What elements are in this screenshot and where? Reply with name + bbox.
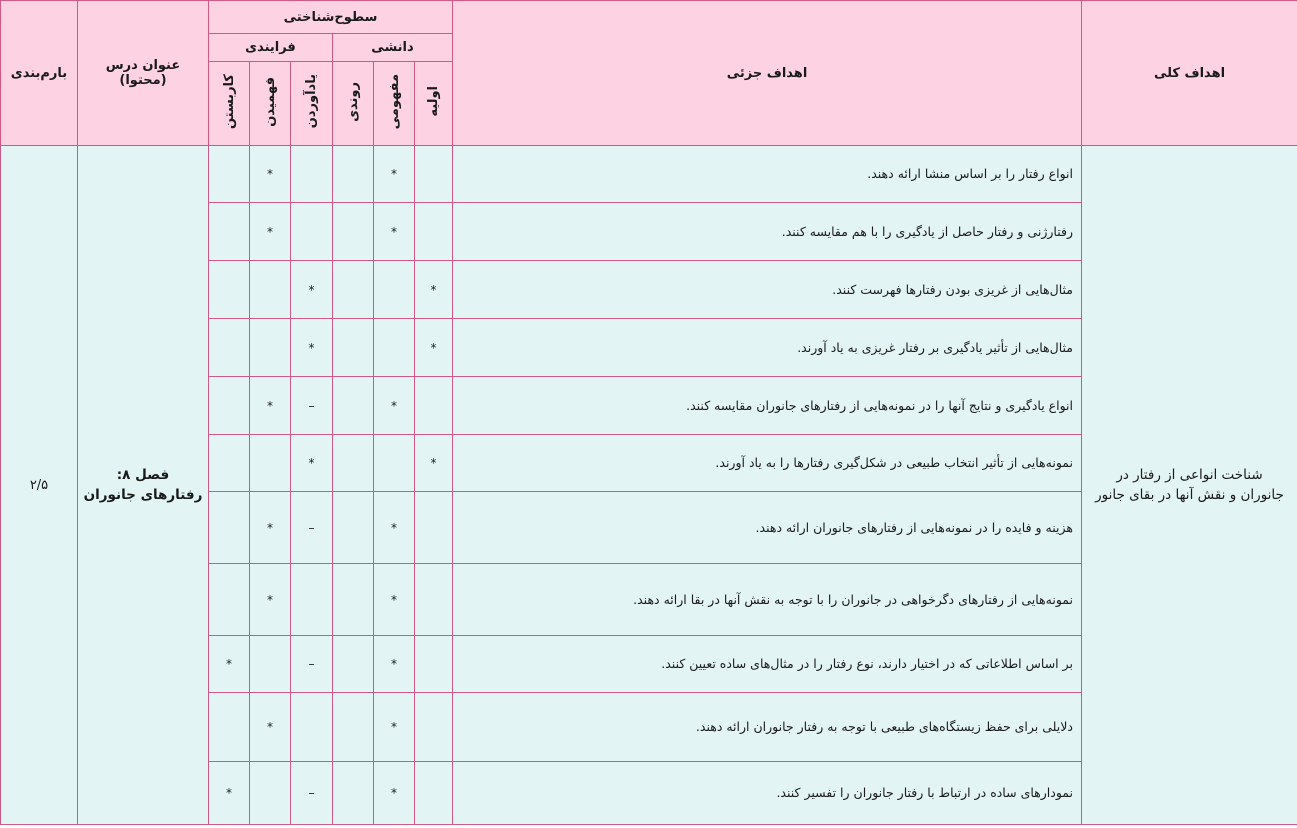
- process-header: فرایندی: [209, 34, 333, 62]
- score-header: بارم‌بندی: [1, 1, 78, 146]
- conceptual-mark-cell: *: [374, 693, 415, 762]
- partial-goal-cell: بر اساس اطلاعاتی که در اختیار دارند، نوع رفتار را در مثال‌های ساده تعیین کنند.: [453, 636, 1082, 693]
- applying-mark-cell: [209, 492, 250, 564]
- procedural-mark-cell: [333, 319, 374, 377]
- procedural-mark-cell: [333, 693, 374, 762]
- primary-mark-cell: [415, 564, 453, 636]
- partial-goal-cell: مثال‌هایی از تأثیر یادگیری بر رفتار غریزی به یاد آورند.: [453, 319, 1082, 377]
- procedural-mark-cell: [333, 492, 374, 564]
- conceptual-mark-cell: [374, 261, 415, 319]
- conceptual-mark-cell: *: [374, 762, 415, 825]
- primary-mark-cell: *: [415, 319, 453, 377]
- procedural-mark-cell: [333, 377, 374, 435]
- score-cell: ۲/۵: [1, 146, 78, 825]
- remembering-mark-cell: –: [291, 636, 333, 693]
- applying-mark-cell: [209, 693, 250, 762]
- primary-mark-cell: *: [415, 435, 453, 492]
- knowledge-header: دانشی: [333, 34, 453, 62]
- partial-goal-cell: انواع یادگیری و نتایج آنها را در نمونه‌هایی از رفتارهای جانوران مقایسه کنند.: [453, 377, 1082, 435]
- remembering-mark-cell: –: [291, 492, 333, 564]
- understanding-mark-cell: [250, 762, 291, 825]
- lesson-title-line1: عنوان درس: [105, 58, 181, 73]
- procedural-mark-cell: [333, 146, 374, 203]
- remembering-header: [291, 62, 333, 146]
- conceptual-header: [374, 62, 415, 146]
- procedural-header: [333, 62, 374, 146]
- partial-goal-cell: دلایلی برای حفظ زیستگاه‌های طبیعی با توجه به رفتار جانوران ارائه دهند.: [453, 693, 1082, 762]
- partial-goal-cell: رفتارژنی و رفتار حاصل از یادگیری را با هم مقایسه کنند.: [453, 203, 1082, 261]
- procedural-mark-cell: [333, 261, 374, 319]
- understanding-mark-cell: [250, 636, 291, 693]
- conceptual-mark-cell: *: [374, 564, 415, 636]
- primary-mark-cell: [415, 146, 453, 203]
- applying-mark-cell: [209, 203, 250, 261]
- procedural-mark-cell: [333, 636, 374, 693]
- applying-mark-cell: *: [209, 636, 250, 693]
- applying-label: کاربستن: [221, 73, 237, 130]
- understanding-mark-cell: *: [250, 203, 291, 261]
- partial-goal-cell: انواع رفتار را بر اساس منشا ارائه دهند.: [453, 146, 1082, 203]
- applying-mark-cell: *: [209, 762, 250, 825]
- applying-mark-cell: [209, 146, 250, 203]
- applying-mark-cell: [209, 435, 250, 492]
- remembering-mark-cell: –: [291, 377, 333, 435]
- primary-mark-cell: [415, 636, 453, 693]
- partial-goal-cell: نمونه‌هایی از تأثیر انتخاب طبیعی در شکل‌گیری رفتارها را به یاد آورند.: [453, 435, 1082, 492]
- conceptual-mark-cell: [374, 319, 415, 377]
- primary-mark-cell: *: [415, 261, 453, 319]
- procedural-mark-cell: [333, 435, 374, 492]
- primary-mark-cell: [415, 203, 453, 261]
- remembering-mark-cell: *: [291, 319, 333, 377]
- applying-header: [209, 62, 250, 146]
- procedural-mark-cell: [333, 203, 374, 261]
- conceptual-mark-cell: *: [374, 146, 415, 203]
- conceptual-mark-cell: [374, 435, 415, 492]
- procedural-label: روندی: [345, 81, 361, 122]
- understanding-mark-cell: *: [250, 146, 291, 203]
- applying-mark-cell: [209, 261, 250, 319]
- understanding-mark-cell: [250, 319, 291, 377]
- table-row: [1, 146, 1297, 203]
- applying-mark-cell: [209, 564, 250, 636]
- lesson-topic: رفتارهای جانوران: [83, 487, 203, 503]
- understanding-mark-cell: [250, 435, 291, 492]
- conceptual-mark-cell: *: [374, 203, 415, 261]
- partial-goal-cell: نمودارهای ساده در ارتباط با رفتار جانوران را تفسیر کنند.: [453, 762, 1082, 825]
- conceptual-mark-cell: *: [374, 377, 415, 435]
- partial-goals-header: اهداف جزئی: [453, 1, 1082, 146]
- partial-goal-cell: نمونه‌هایی از رفتارهای دگرخواهی در جانوران را با توجه به نقش آنها در بقا ارائه دهند.: [453, 564, 1082, 636]
- remembering-mark-cell: –: [291, 762, 333, 825]
- lesson-title-header: [78, 1, 209, 146]
- lesson-cell: [78, 146, 209, 825]
- general-goals-header: اهداف کلی: [1082, 1, 1297, 146]
- cognitive-levels-header: سطوح‌شناختی: [209, 1, 453, 34]
- remembering-label: یادآوردن: [304, 74, 319, 129]
- conceptual-label: مفهومی: [386, 73, 402, 130]
- understanding-mark-cell: *: [250, 564, 291, 636]
- primary-mark-cell: [415, 492, 453, 564]
- understanding-header: [250, 62, 291, 146]
- understanding-mark-cell: *: [250, 377, 291, 435]
- primary-mark-cell: [415, 693, 453, 762]
- understanding-mark-cell: *: [250, 492, 291, 564]
- primary-mark-cell: [415, 762, 453, 825]
- general-goal-cell: شناخت انواعی از رفتار در جانوران و نقش آنها در بقای جانور: [1082, 146, 1297, 825]
- conceptual-mark-cell: *: [374, 636, 415, 693]
- applying-mark-cell: [209, 377, 250, 435]
- remembering-mark-cell: [291, 203, 333, 261]
- conceptual-mark-cell: *: [374, 492, 415, 564]
- procedural-mark-cell: [333, 564, 374, 636]
- applying-mark-cell: [209, 319, 250, 377]
- remembering-mark-cell: [291, 564, 333, 636]
- lesson-chapter: فصل ۸:: [116, 467, 170, 483]
- partial-goal-cell: هزینه و فایده را در نمونه‌هایی از رفتارهای جانوران ارائه دهند.: [453, 492, 1082, 564]
- remembering-mark-cell: *: [291, 261, 333, 319]
- partial-goal-cell: مثال‌هایی از غریزی بودن رفتارها فهرست کنند.: [453, 261, 1082, 319]
- lesson-title-line2: (محتوا): [119, 73, 167, 88]
- understanding-mark-cell: *: [250, 693, 291, 762]
- remembering-mark-cell: [291, 146, 333, 203]
- procedural-mark-cell: [333, 762, 374, 825]
- primary-mark-cell: [415, 377, 453, 435]
- remembering-mark-cell: *: [291, 435, 333, 492]
- primary-header: [415, 62, 453, 146]
- remembering-mark-cell: [291, 693, 333, 762]
- primary-label: اولیه: [426, 86, 441, 117]
- understanding-mark-cell: [250, 261, 291, 319]
- understanding-label: فهمیدن: [262, 76, 278, 127]
